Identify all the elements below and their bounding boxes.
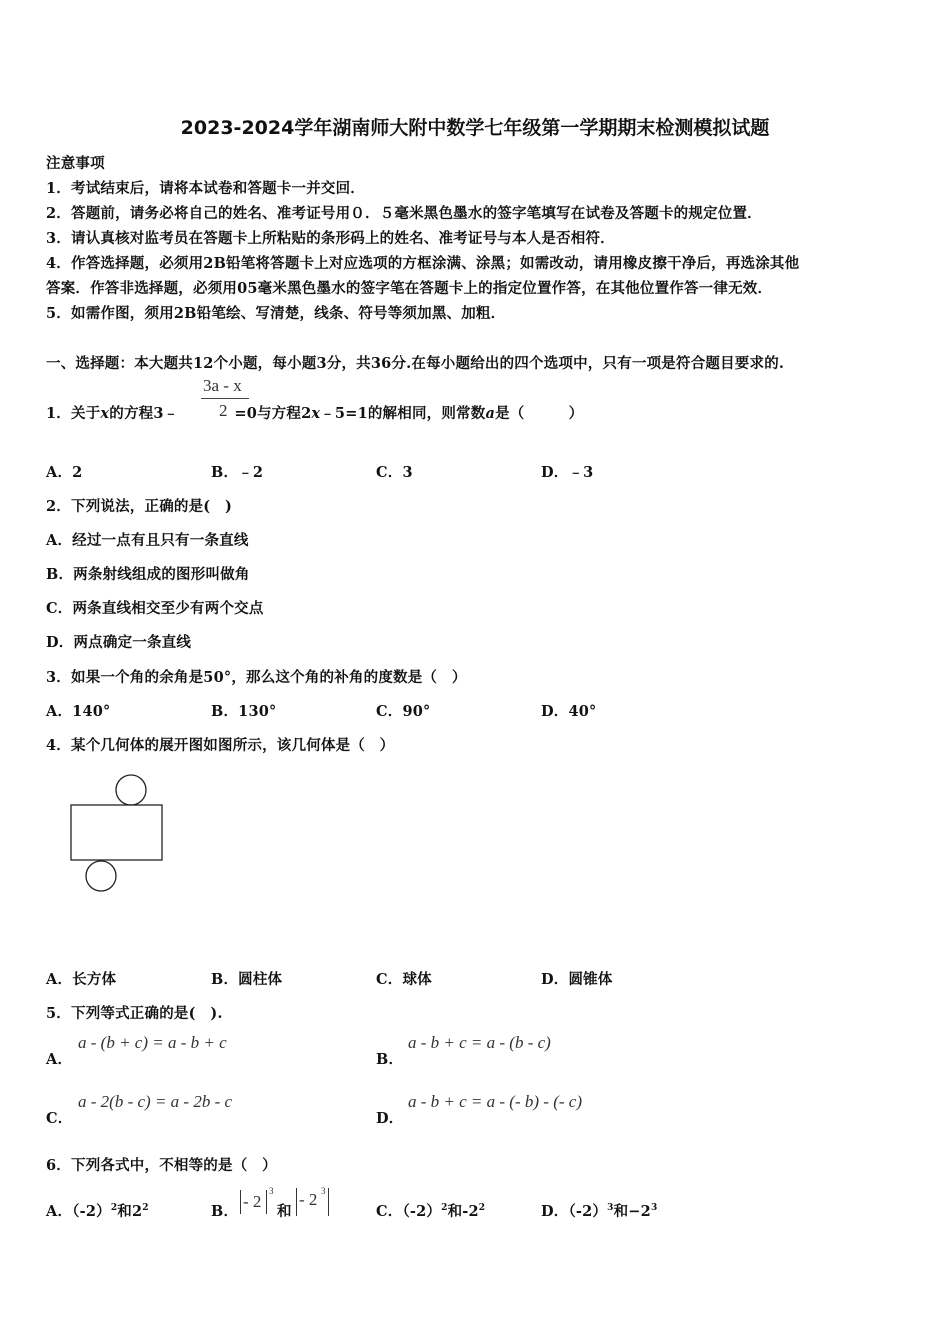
q5-label-d: D． <box>376 1110 404 1127</box>
q1-var-a: a <box>485 405 496 422</box>
q1-option-c: C．3 <box>376 464 413 481</box>
q6-d-label: D．（-2） <box>541 1203 608 1220</box>
q6-b-abs-left-open <box>240 1190 241 1214</box>
q1-fraction-numerator: 3a - x <box>203 376 242 395</box>
q6-b-left-value: - 2 <box>243 1192 262 1211</box>
q2-option-c: C．两条直线相交至少有两个交点 <box>46 600 264 617</box>
q1-option-d: D．﹣3 <box>541 464 594 481</box>
q6-option-d <box>541 1200 657 1221</box>
q1-mid2: =0与方程2 <box>234 405 312 422</box>
net-bottom-circle <box>86 861 116 891</box>
q3-option-b: B．130° <box>211 703 277 720</box>
q6-d-exp2: 3 <box>650 1203 658 1214</box>
page-title: 2023-2024学年湖南师大附中数学七年级第一学期期末检测模拟试题 <box>180 117 770 139</box>
q5-formula-c: a - 2(b - c) = a - 2b - c <box>78 1092 233 1111</box>
question-6: 6．下列各式中，不相等的是（ ） <box>46 1157 277 1174</box>
notice-heading: 注意事项 <box>46 155 105 172</box>
q1-var-x: x <box>100 405 110 422</box>
q2-option-b: B．两条射线组成的图形叫做角 <box>46 566 250 583</box>
q6-a-mid: 和2 <box>117 1203 143 1220</box>
q6-b-right-exp: 3 <box>321 1186 326 1196</box>
notice-item: 4．作答选择题，必须用2B铅笔将答题卡上对应选项的方框涂满、涂黑；如需改动，请用橡皮擦干净后，再选涂其他 <box>46 255 800 272</box>
q1-fraction-denominator: 2 <box>219 401 228 420</box>
q1-prefix: 1．关于 <box>46 405 101 422</box>
question-1 <box>46 402 583 423</box>
q2-option-a: A．经过一点有且只有一条直线 <box>46 532 249 549</box>
q6-a-exp: 2 <box>110 1203 118 1214</box>
q4-option-b: B．圆柱体 <box>211 971 283 988</box>
notice-item: 1．考试结束后，请将本试卷和答题卡一并交回． <box>46 180 365 197</box>
q6-c-exp: 2 <box>441 1203 448 1214</box>
q4-option-d: D．圆锥体 <box>541 971 613 988</box>
q1-mid3: ﹣5=1的解相同，则常数 <box>320 405 486 422</box>
q3-option-c: C．90° <box>376 703 431 720</box>
question-2: 2．下列说法，正确的是( ) <box>46 498 233 515</box>
q6-option-c <box>376 1200 485 1221</box>
q5-formula-a: a - (b + c) = a - b + c <box>78 1033 227 1052</box>
q1-mid1: 的方程3﹣ <box>109 405 179 422</box>
q6-option-a <box>46 1200 149 1221</box>
q6-a-label: A．（-2） <box>46 1203 111 1220</box>
notice-item: 5．如需作图，须用2B铅笔绘、写清楚，线条、符号等须加黑、加粗． <box>46 305 506 322</box>
net-rectangle <box>71 805 162 860</box>
q6-b-abs-left-close <box>266 1190 267 1214</box>
q4-option-c: C．球体 <box>376 971 432 988</box>
q6-c-exp2: 2 <box>478 1203 486 1214</box>
q6-b-abs-right-close <box>328 1188 329 1216</box>
question-3: 3．如果一个角的余角是50°，那么这个角的补角的度数是（ ） <box>46 669 467 686</box>
q6-b-abs-right-open <box>296 1188 297 1216</box>
cylinder-net-figure <box>60 770 180 896</box>
question-4: 4．某个几何体的展开图如图所示，该几何体是（ ） <box>46 737 395 754</box>
notice-item: 答案．作答非选择题，必须用05毫米黑色墨水的签字笔在答题卡上的指定位置作答，在其他位置作答一律无效． <box>46 280 773 297</box>
q3-option-d: D．40° <box>541 703 597 720</box>
q6-c-mid: 和-2 <box>447 1203 479 1220</box>
q6-d-exp: 3 <box>607 1203 614 1214</box>
q1-option-b: B．﹣2 <box>211 464 264 481</box>
q6-c-label: C．（-2） <box>376 1203 442 1220</box>
q3-option-a: A．140° <box>46 703 111 720</box>
q5-label-c: C． <box>46 1110 73 1127</box>
q6-b-left-exp: 3 <box>269 1186 274 1196</box>
q2-option-d: D．两点确定一条直线 <box>46 634 192 651</box>
q6-option-b-label: B． <box>211 1203 239 1220</box>
question-5: 5．下列等式正确的是( ). <box>46 1005 223 1022</box>
q6-b-right-value: - 2 <box>299 1190 318 1209</box>
q5-formula-d: a - b + c = a - (- b) - (- c) <box>408 1092 582 1111</box>
q6-d-mid: 和−2 <box>613 1203 651 1220</box>
q5-label-b: B． <box>376 1051 404 1068</box>
q5-formula-b: a - b + c = a - (b - c) <box>408 1033 551 1052</box>
q5-label-a: A． <box>46 1051 73 1068</box>
q6-a-exp2: 2 <box>142 1203 149 1214</box>
q1-var-x2: x <box>311 405 321 422</box>
notice-item: 2．答题前，请务必将自己的姓名、准考证号用０．５毫米黑色墨水的签字笔填写在试卷及答题卡的规定位置． <box>46 205 762 222</box>
net-top-circle <box>116 775 146 805</box>
q1-option-a: A．2 <box>46 464 83 481</box>
q1-suffix: 是（ ） <box>495 405 584 422</box>
q6-b-he: 和 <box>277 1203 292 1220</box>
section-header: 一、选择题：本大题共12个小题，每小题3分，共36分.在每小题给出的四个选项中，只有一项是符合题目要求的. <box>46 355 785 372</box>
notice-item: 3．请认真核对监考员在答题卡上所粘贴的条形码上的姓名、准考证号与本人是否相符． <box>46 230 615 247</box>
q4-option-a: A．长方体 <box>46 971 117 988</box>
q1-fraction-bar <box>201 398 249 399</box>
